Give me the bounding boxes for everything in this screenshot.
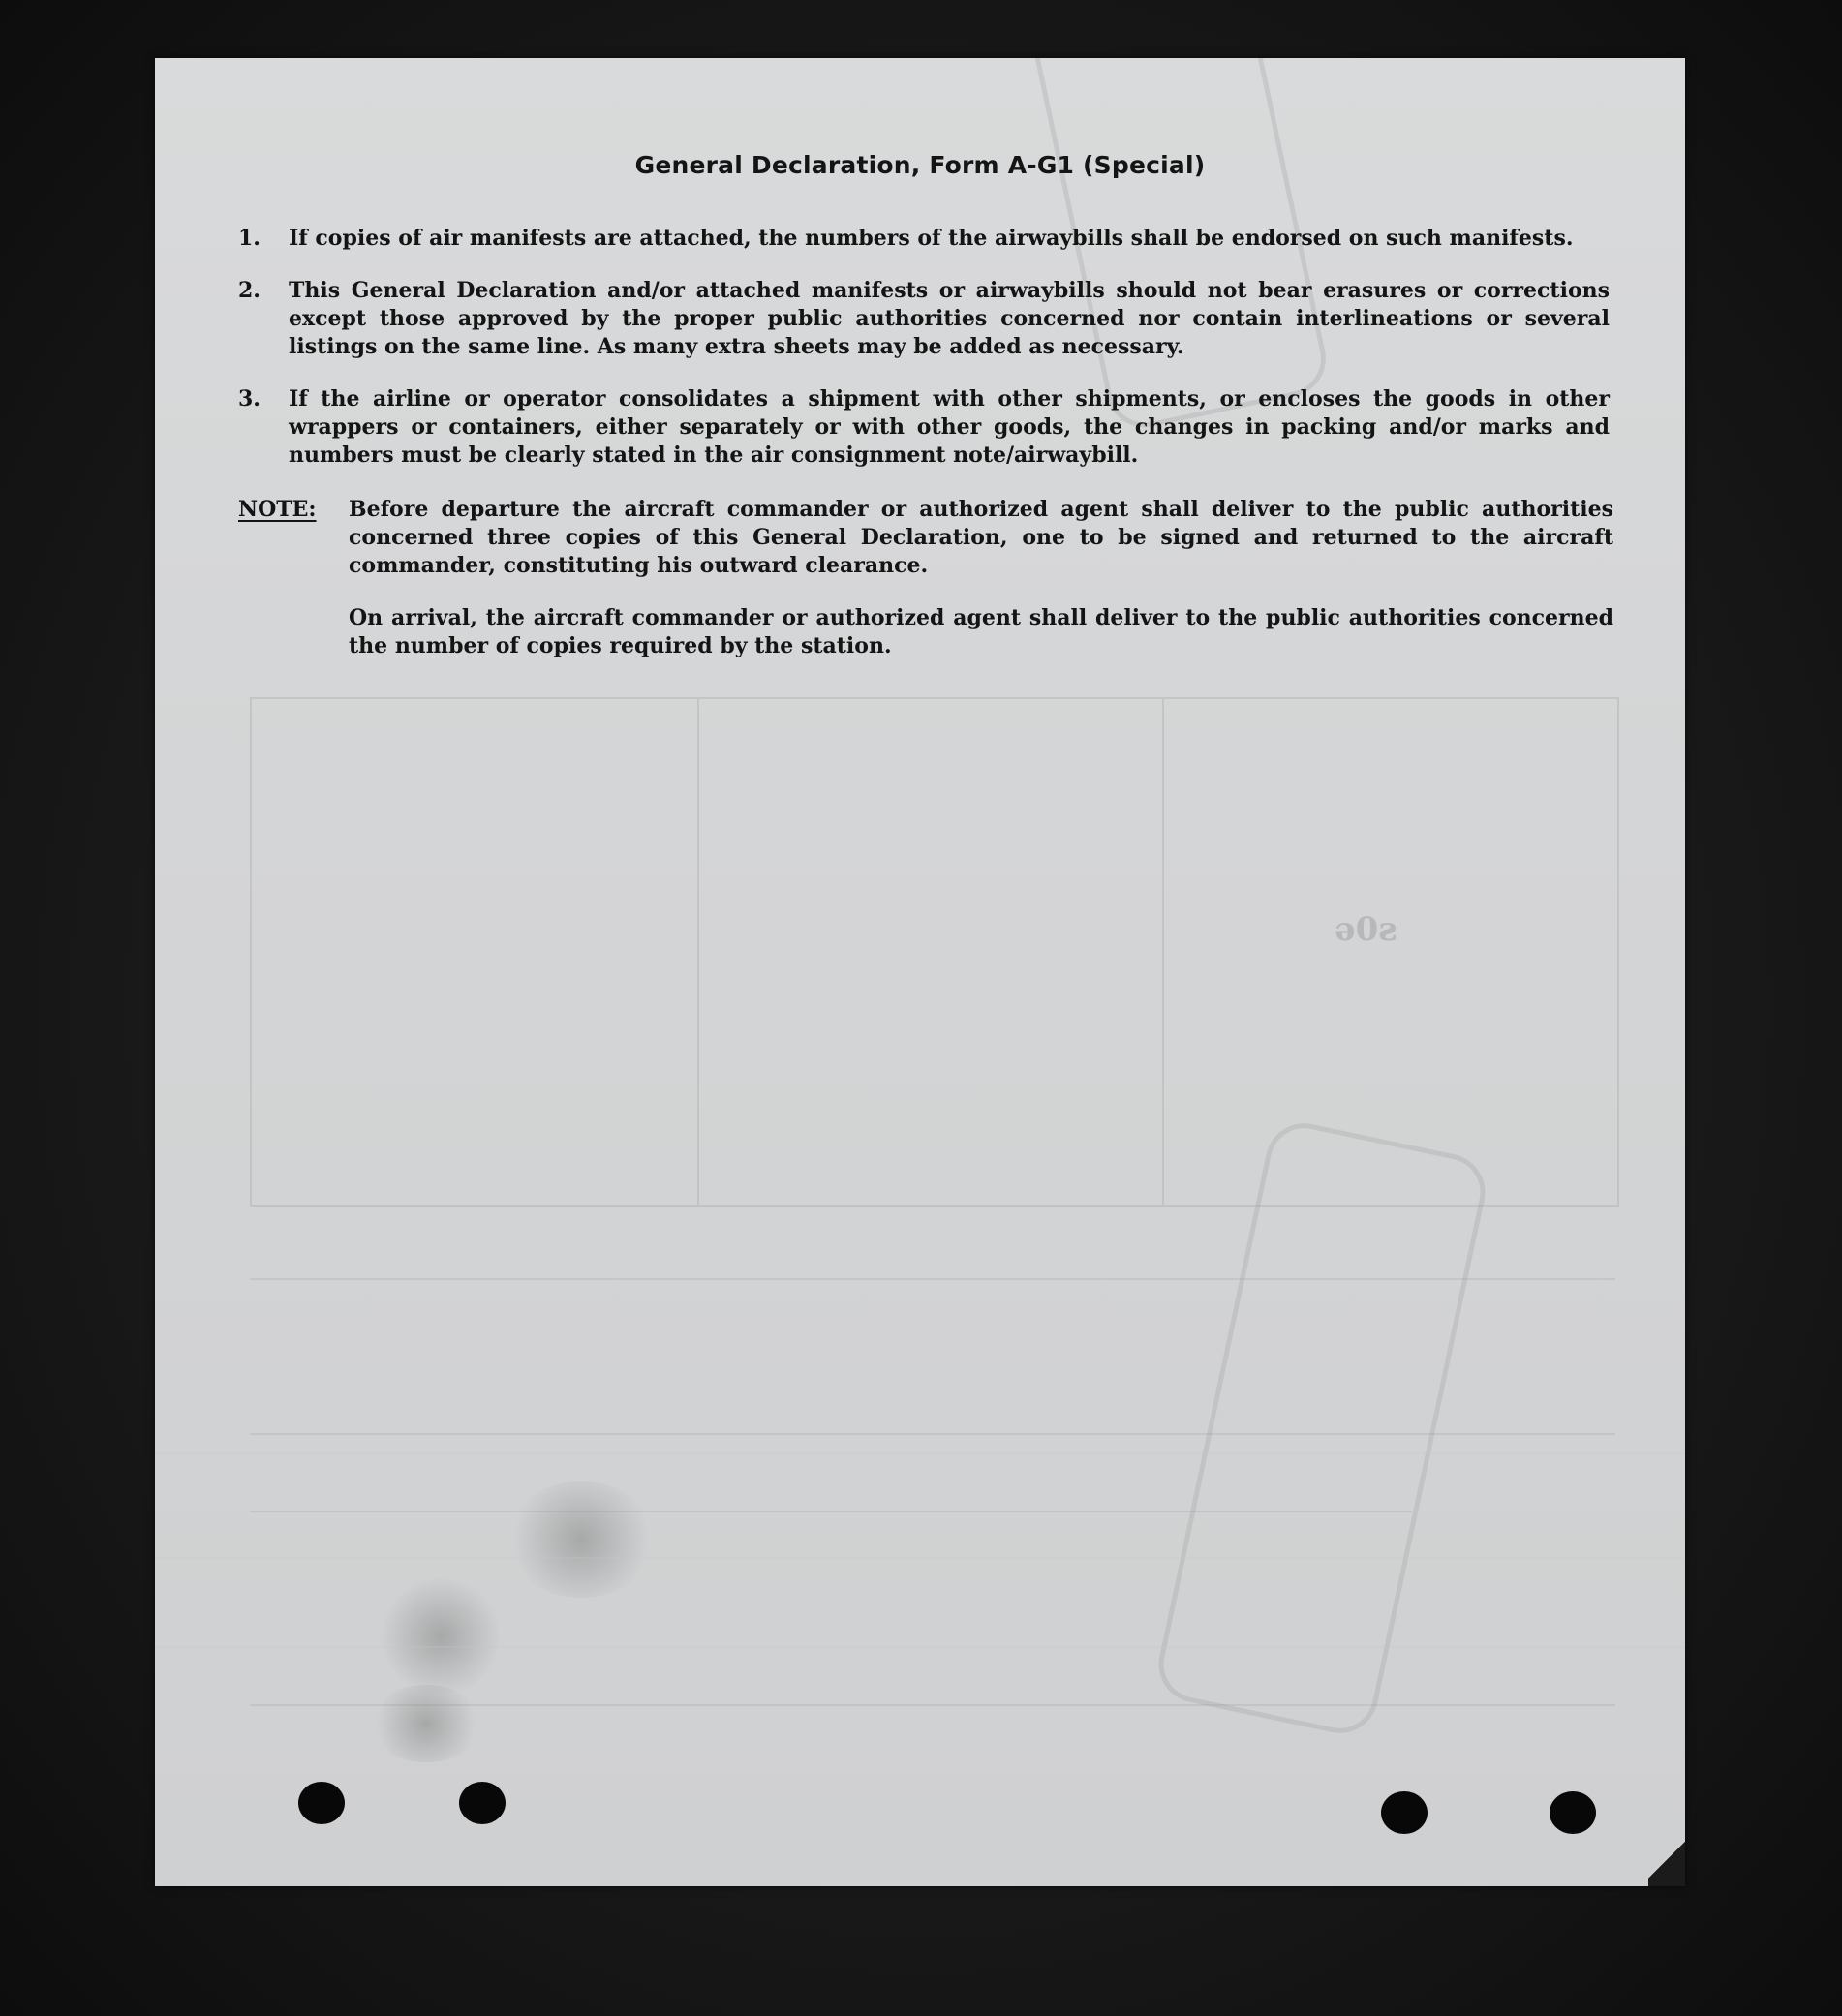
note-label: NOTE:: [238, 497, 317, 522]
note-paragraph: Before departure the aircraft commander or authorized agent shall deliver to the public authorities concerned three copies of this General Declaration, one to be signed and returned to the aircraft commander, constituting his outward clearance.: [349, 497, 1613, 578]
scan-streak: [155, 1557, 1685, 1559]
punch-hole: [1381, 1791, 1428, 1834]
ink-smudge: [504, 1481, 659, 1598]
bleed-through-mark: ǝ0ƨ: [1335, 910, 1397, 949]
punch-hole: [459, 1782, 506, 1824]
scan-streak: [155, 1452, 1685, 1454]
ink-smudge: [378, 1578, 504, 1695]
note-paragraph: On arrival, the aircraft commander or authorized agent shall deliver to the public authorities concerned the number of copies required by the station.: [349, 605, 1613, 658]
page-title: General Declaration, Form A-G1 (Special): [634, 151, 1206, 179]
item-number: 2.: [238, 278, 261, 303]
item-number: 3.: [238, 386, 261, 412]
bleed-through-divider: [1162, 699, 1164, 1205]
ink-smudge: [368, 1685, 484, 1762]
punch-hole: [298, 1782, 345, 1824]
item-text: If the airline or operator consolidates a shipment with other shipments, or encloses the goods in other wrappers or containers, either separately or with other goods, the changes in packing and/or marks and numbers must be clearly stated in the air consignment note/airwaybill.: [289, 386, 1610, 468]
item-number: 1.: [238, 226, 261, 251]
item-text: If copies of air manifests are attached, the numbers of the airwaybills shall be endorsed on such manifests.: [289, 226, 1574, 251]
scan-streak: [155, 1646, 1685, 1648]
bleed-through-table: [250, 697, 1619, 1207]
punch-hole: [1550, 1791, 1596, 1834]
item-text: This General Declaration and/or attached manifests or airwaybills should not bear erasures or corrections except those approved by the proper public authorities concerned nor contain interlineations or several listings on the same line. As many extra sheets may be added as necessary.: [289, 278, 1610, 359]
paper-corner: [1648, 1830, 1685, 1886]
bleed-through-divider: [697, 699, 699, 1205]
document-page: [155, 58, 1685, 1886]
